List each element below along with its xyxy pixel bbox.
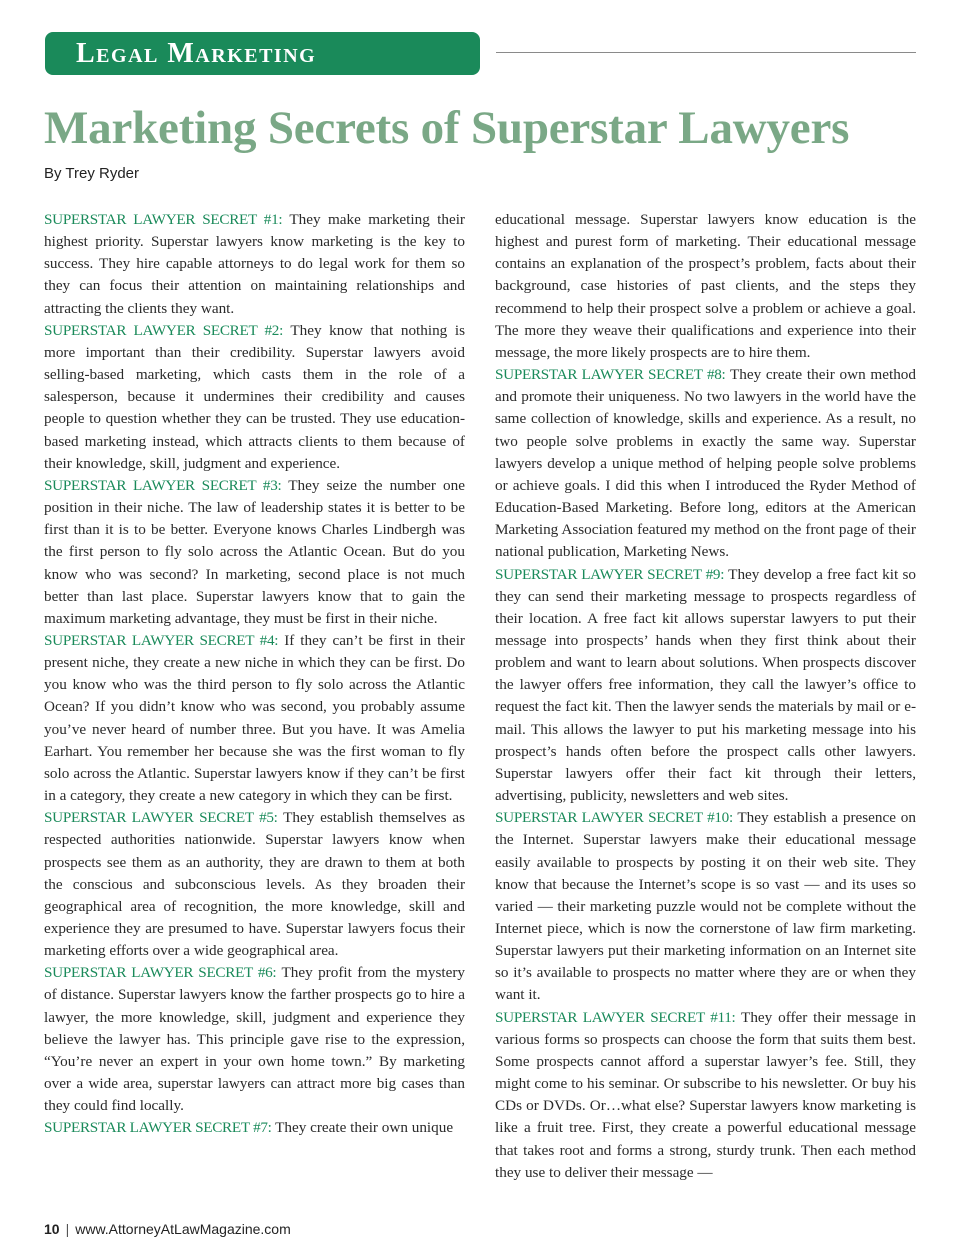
paragraph-text: They develop a free fact kit so they can send their marketing message to prospects regardless of their location. A free fact kit allows superstar lawyers to put their message into prospects’ hands when they first think about their problem and want to learn about solutions. When prospects discover the lawyer offers free information, they call the lawyer’s office to request the fact kit. Then the lawyer sends the materials by mail or e-mail. This allows the lawyer to put his marketing message into his prospect’s hands often before the prospect calls other lawyers. Superstar lawyers offer their fact kit through their letters, advertising, publicity, newsletters and web sites.	[495, 565, 916, 805]
secret-paragraph	[44, 475, 465, 630]
continued-paragraph	[495, 209, 916, 364]
paragraph-text: They profit from the mystery of distance. Superstar lawyers know the farther prospects go to hire a lawyer, the more knowledge, skill, judgment and experience they believe the lawyer has. This principle gave rise to the expression, “You’re never an expert in your own home town.” By marketing over a wide area, superstar lawyers can attract more big cases than they could find locally.	[44, 964, 465, 1115]
right-column	[495, 209, 916, 1184]
page-footer	[44, 1220, 291, 1238]
byline: By Trey Ryder	[44, 165, 140, 182]
paragraph-text: If they can’t be first in their present niche, they create a new niche in which they can be first. Do you know who was the third person to fly solo across the Atlantic Ocean? If you didn’t know who was second, you probably assume you’ve never heard of number three. But you have. It was Amelia Earhart. You remember her because she was the first woman to fly solo across the Atlantic. Superstar lawyers know if they can’t be first in a category, they create a new category in which they can be first.	[44, 631, 465, 805]
secret-label: SUPERSTAR LAWYER SECRET #2:	[44, 321, 283, 339]
secret-paragraph	[44, 630, 465, 807]
secret-label: SUPERSTAR LAWYER SECRET #5:	[44, 809, 278, 827]
secret-label: SUPERSTAR LAWYER SECRET #1:	[44, 211, 283, 228]
secret-label: SUPERSTAR LAWYER SECRET #4:	[44, 631, 279, 649]
secret-label: SUPERSTAR LAWYER SECRET #11:	[495, 1008, 736, 1026]
secret-paragraph	[495, 1007, 916, 1184]
section-label: Legal Marketing	[76, 37, 317, 69]
secret-paragraph	[44, 320, 465, 475]
paragraph-text: They establish themselves as respected authorities nationwide. Superstar lawyers know when prospects see them as an authority, they are drawn to them at both the conscious and subconscious levels. As they broaden their geographical area of recognition, the more knowledge, skill and experience they are presumed to have. Superstar lawyers focus their marketing efforts over a wide geographical area.	[44, 809, 465, 960]
paragraph-text: educational message. Superstar lawyers know education is the highest and purest form of marketing. Their educational message contains an explanation of the prospect’s problem, facts about their background, case histories of past clients, and the steps they recommend to help their prospect solve a problem or achieve a goal. The more they weave their qualifications and experience into their message, the more likely prospects are to hire them.	[495, 211, 916, 361]
secret-paragraph	[44, 209, 465, 320]
page-number: 10	[44, 1221, 60, 1237]
paragraph-text: They make marketing their highest priority. Superstar lawyers know marketing is the key to success. They hire capable attorneys to do legal work for them so they can focus their attention on maintaining relationships and attracting the clients they want.	[44, 211, 465, 317]
paragraph-text: They offer their message in various forms so prospects can choose the form that suits them best. Some prospects cannot afford a superstar lawyer’s fee. Still, they might come to his seminar. Or subscribe to his newsletter. Or buy his CDs or DVDs. Or…what else? Superstar lawyers know marketing is like a fruit tree. First, they create a powerful educational message that takes root and forms a strong, sturdy trunk. Then each method they use to deliver their message —	[495, 1008, 916, 1181]
header-rule	[496, 52, 916, 53]
footer-separator: |	[65, 1221, 70, 1237]
secret-paragraph	[495, 807, 916, 1006]
section-tab	[45, 32, 480, 75]
secret-label: SUPERSTAR LAWYER SECRET #7:	[44, 1119, 272, 1137]
secret-paragraph	[495, 564, 916, 808]
paragraph-text: They establish a presence on the Internet. Superstar lawyers make their educational message easily available to prospects by posting it on their web site. They know that because the Internet’s scope is so vast — and its uses so varied — their marketing puzzle would not be complete without the Internet piece, which is now the cornerstone of law firm marketing. Superstar lawyers put their marketing information on an Internet site so it’s available to prospects no matter where they are or when they want it.	[495, 809, 916, 1004]
secret-paragraph	[44, 962, 465, 1117]
secret-label: SUPERSTAR LAWYER SECRET #8:	[495, 366, 726, 384]
paragraph-text: They know that nothing is more important than their credibility. Superstar lawyers avoid selling-based marketing, which casts them in the role of a salesperson, because it undermines their credibility and causes people to question whether they can be trusted. They use education-based marketing instead, which attracts clients to them because of their knowledge, skill, judgment and experience.	[44, 321, 465, 472]
footer-website: www.AttorneyAtLawMagazine.com	[75, 1221, 291, 1237]
secret-label: SUPERSTAR LAWYER SECRET #10:	[495, 809, 733, 827]
article-title: Marketing Secrets of Superstar Lawyers	[44, 102, 850, 154]
secret-label: SUPERSTAR LAWYER SECRET #9:	[495, 565, 725, 583]
paragraph-text: They create their own unique	[271, 1119, 454, 1137]
paragraph-text: They create their own method and promote their uniqueness. No two lawyers in the world have the same collection of knowledge, skills and experience. As a result, no two people solve problems in exactly the same way. Superstar lawyers develop a unique method of helping people solve problems or achieve goals. I did this when I introduced the Ryder Method of Education-Based Marketing. Before long, editors at the American Marketing Association featured my method on the front page of their national publication, Marketing News.	[495, 366, 916, 561]
secret-paragraph	[44, 1117, 465, 1139]
left-column	[44, 209, 465, 1140]
secret-paragraph	[495, 364, 916, 563]
secret-label: SUPERSTAR LAWYER SECRET #3:	[44, 476, 282, 494]
paragraph-text: They seize the number one position in their niche. The law of leadership states it is better to be first than it is to be better. Everyone knows Charles Lindbergh was the first person to fly solo across the Atlantic Ocean. But do you know who was second? In marketing, second place is not much better than last place. Superstar lawyers know that to gain the maximum marketing advantage, they must be first in their niche.	[44, 476, 465, 627]
secret-paragraph	[44, 807, 465, 962]
secret-label: SUPERSTAR LAWYER SECRET #6:	[44, 964, 277, 982]
